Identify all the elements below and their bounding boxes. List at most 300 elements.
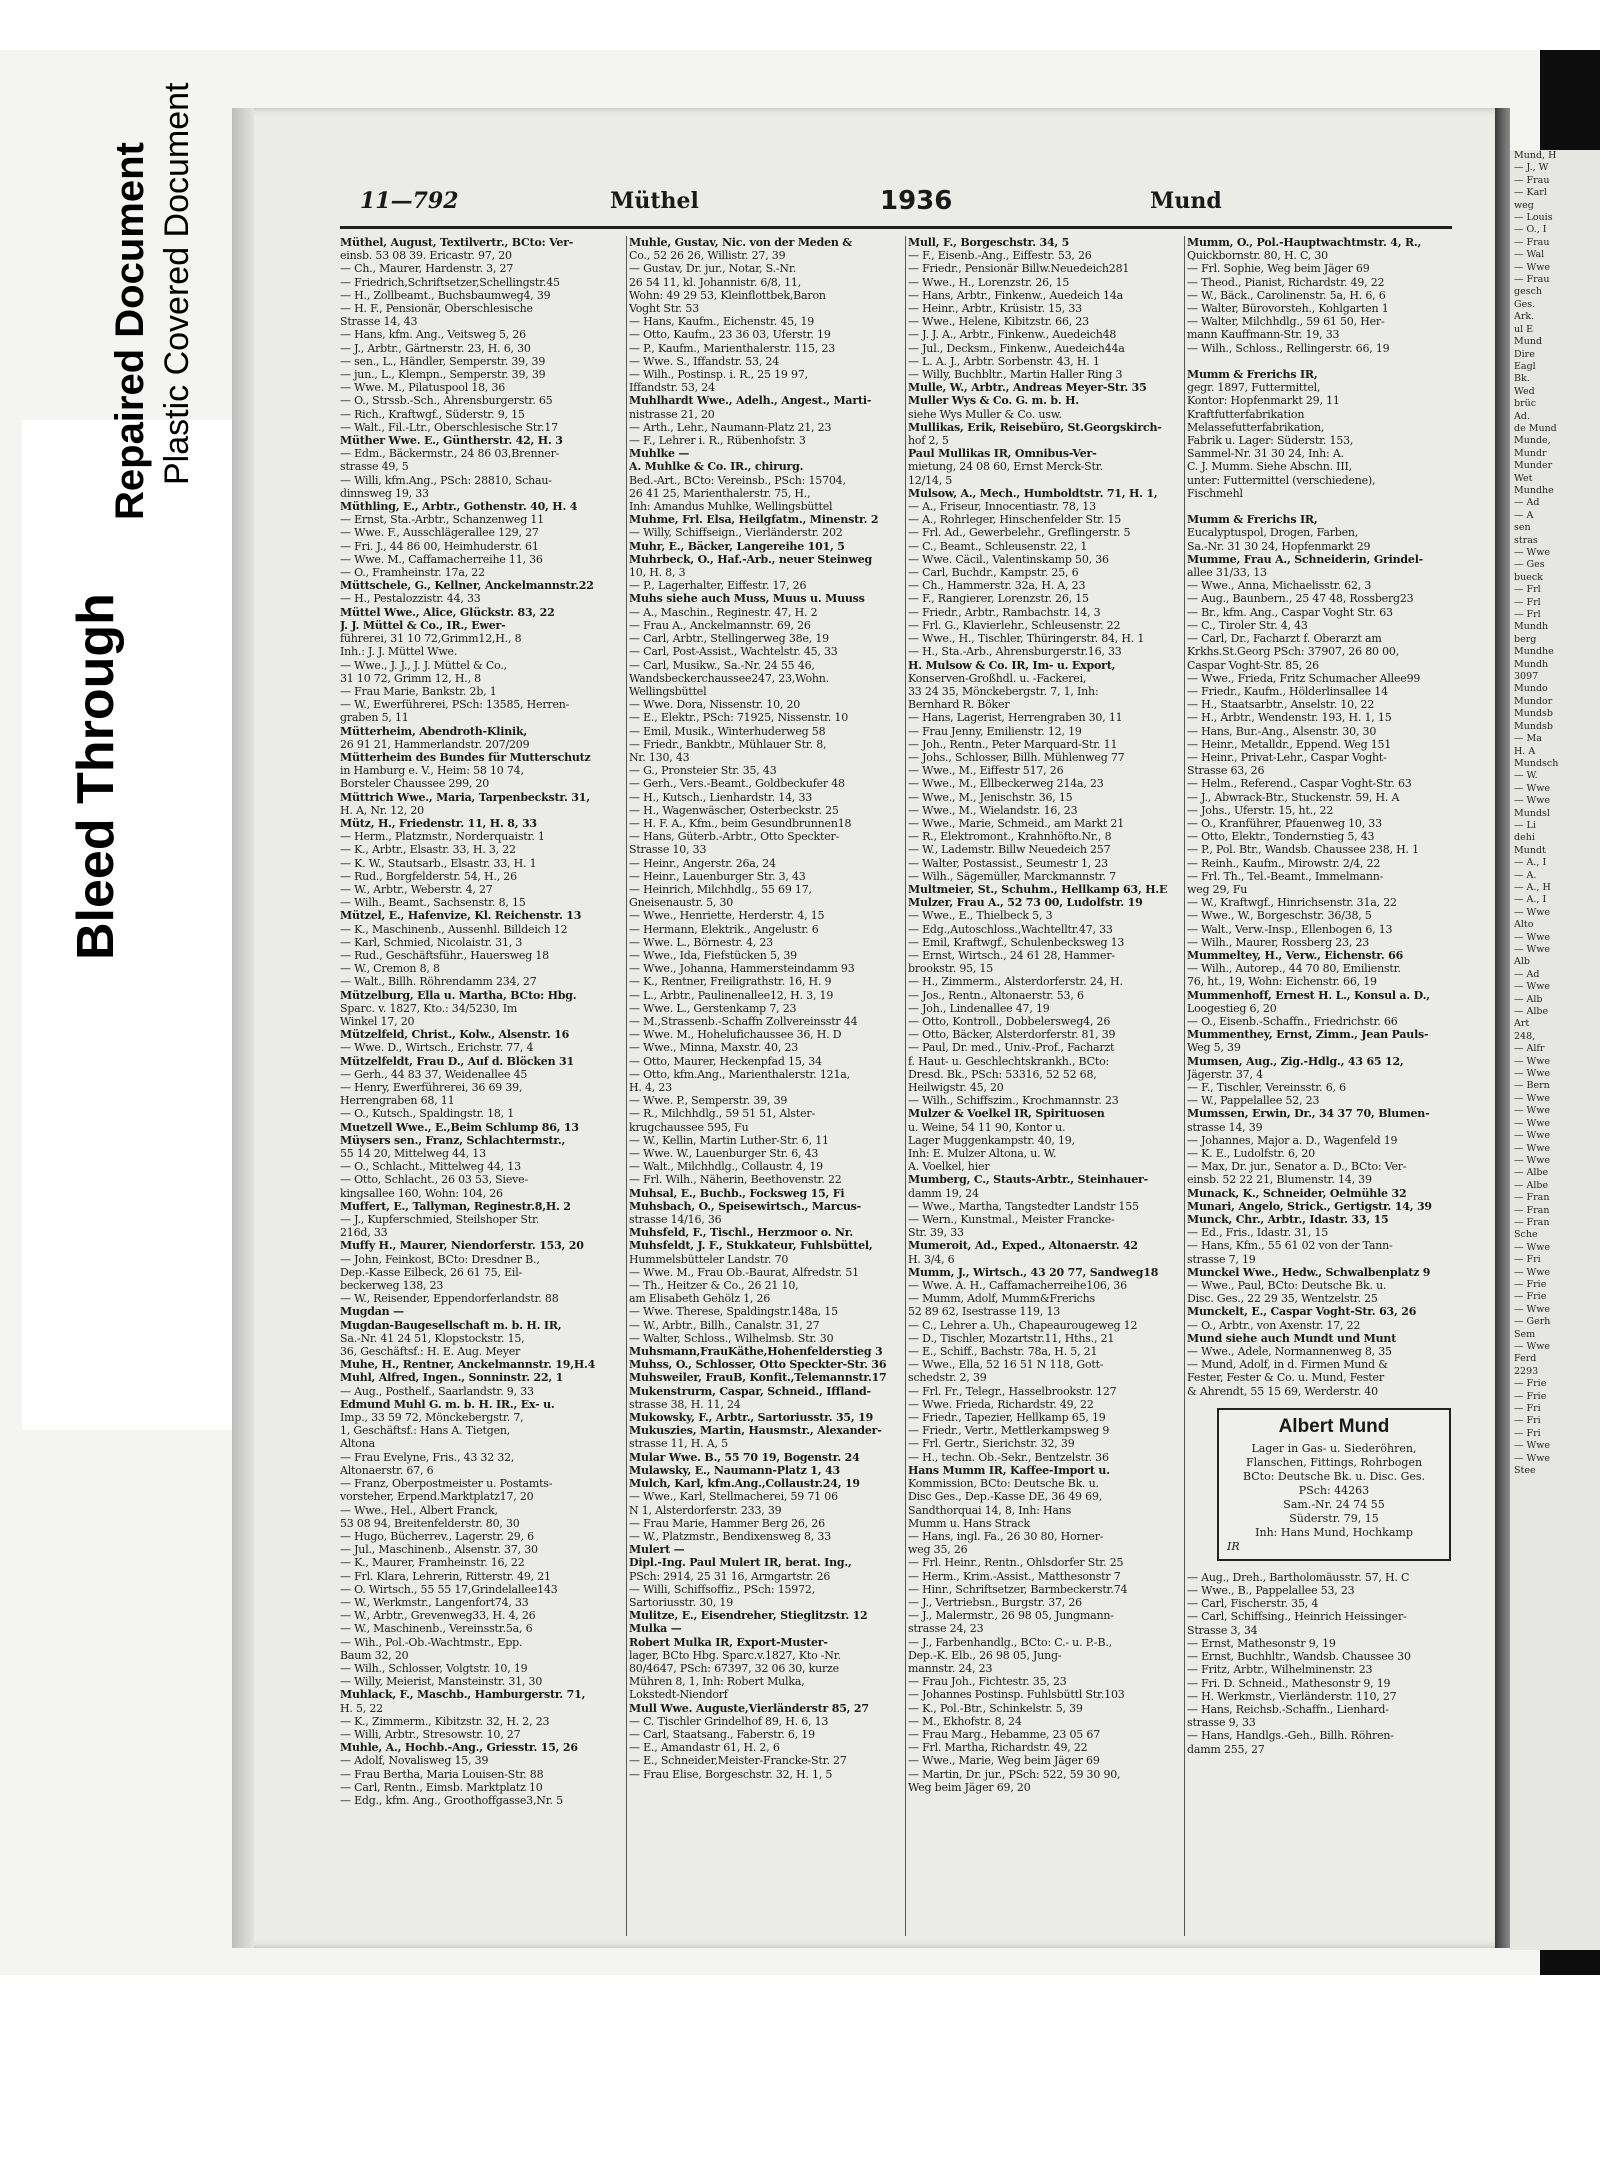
directory-entry: — Willi, Arbtr., Stresowstr. 10, 27 xyxy=(340,1727,521,1741)
directory-entry: Dep.-Kasse Eilbeck, 26 61 75, Eil- xyxy=(340,1265,523,1279)
directory-entry: Edmund Muhl G. m. b. H. IR., Ex- u. xyxy=(340,1397,555,1411)
facing-page-entry: — Ad xyxy=(1514,497,1540,509)
page-edge xyxy=(232,108,254,1948)
directory-entry: — Jul., Maschinenb., Alsenstr. 37, 30 xyxy=(340,1543,538,1557)
directory-entry: — Walt., Billh. Röhrendamm 234, 27 xyxy=(340,975,537,989)
directory-entry: einsb. 53 08 39. Ericastr. 97, 20 xyxy=(340,249,512,263)
directory-entry: — Frl. Th., Tel.-Beamt., Immelmann- xyxy=(1187,869,1384,883)
directory-entry: — Fri. J., 44 86 00, Heimhuderstr. 61 xyxy=(340,539,539,553)
directory-entry: führerei, 31 10 72,Grimm12,H., 8 xyxy=(340,632,522,646)
directory-entry: — K., Zimmerm., Kibitzstr. 32, H. 2, 23 xyxy=(340,1714,550,1728)
directory-entry: — H., Zimmerm., Alsterdorferstr. 24, H. xyxy=(908,975,1123,989)
directory-entry: — Hermann, Elektrik., Angelustr. 6 xyxy=(629,922,819,936)
directory-entry: Borsteler Chaussee 299, 20 xyxy=(340,777,490,791)
facing-page-entry: — Frl xyxy=(1514,584,1541,596)
directory-entry: — Hans, ingl. Fa., 26 30 80, Horner- xyxy=(908,1529,1104,1543)
directory-entry: Disc Ges., Dep.-Kasse DE, 36 49 69, xyxy=(908,1490,1103,1504)
directory-entry: Strasse 3, 34 xyxy=(1187,1623,1258,1637)
directory-entry: — Wwe. A. H., Caffamacherreihe106, 36 xyxy=(908,1279,1127,1293)
facing-page-entry: bueck xyxy=(1514,571,1543,583)
directory-entry: Mützel, E., Hafenvize, Kl. Reichenstr. 13 xyxy=(340,909,582,923)
directory-entry: einsb. 52 22 21, Blumenstr. 14, 39 xyxy=(1187,1173,1372,1187)
directory-entry: Mukenstrurm, Caspar, Schneid., Iffland- xyxy=(629,1384,871,1398)
facing-page-entry: — Wwe xyxy=(1514,906,1551,918)
ad-line: PSch: 44263 xyxy=(1298,1483,1370,1497)
facing-page-entry: 3097 xyxy=(1514,671,1539,683)
directory-entry: — J., Vertriebsn., Burgstr. 37, 26 xyxy=(908,1595,1082,1609)
facing-page-entry: 2293 xyxy=(1514,1365,1539,1377)
directory-entry: 26 54 11, kl. Johannistr. 6/8, 11, xyxy=(629,275,802,289)
facing-page-entry: — Karl xyxy=(1514,187,1547,199)
directory-entry: strasse 24, 23 xyxy=(908,1622,984,1636)
directory-entry: — P., Kaufm., Marienthalerstr. 115, 23 xyxy=(629,341,836,355)
directory-entry: — Wwe., Paul, BCto: Deutsche Bk. u. xyxy=(1187,1279,1387,1293)
directory-entry: — Johs., Uferstr. 15, ht., 22 xyxy=(1187,803,1334,817)
directory-entry: — K., Pol.-Btr., Schinkelstr. 5, 39 xyxy=(908,1701,1083,1715)
directory-entry: Strasse 14, 43 xyxy=(340,315,418,329)
directory-entry: — K. W., Stautsarb., Elsastr. 33, H. 1 xyxy=(340,856,537,870)
directory-entry: — H., Sta.-Arb., Ahrensburgerstr.16, 33 xyxy=(908,645,1122,659)
directory-entry: Müysers sen., Franz, Schlachtermstr., xyxy=(340,1133,566,1147)
facing-page-entry: Munder xyxy=(1514,460,1553,472)
facing-page-entry: Sem xyxy=(1514,1328,1536,1340)
directory-entry: — Hinr., Schriftsetzer, Barmbeckerstr.74 xyxy=(908,1582,1128,1596)
directory-entry: 80/4647, PSch: 67397, 32 06 30, kurze xyxy=(629,1661,839,1675)
directory-entry: — O., Eisenb.-Schaffn., Friedrichstr. 66 xyxy=(1187,1014,1398,1028)
directory-entry: Sammel-Nr. 31 30 24, Inh: A. xyxy=(1187,447,1344,461)
directory-entry: — W., Lademstr. Billw Neuedeich 257 xyxy=(908,843,1111,857)
directory-entry: dinnsweg 19, 33 xyxy=(340,486,429,500)
directory-entry: Mukowsky, F., Arbtr., Sartoriusstr. 35, 19 xyxy=(629,1411,874,1425)
directory-entry: strasse 14, 39 xyxy=(1187,1120,1263,1134)
facing-page-entry: Mundo xyxy=(1514,683,1548,695)
facing-page-entry: Mundor xyxy=(1514,695,1553,707)
directory-entry: — J. J. A., Arbtr., Finkenw., Auedeich48 xyxy=(908,328,1117,342)
directory-entry: beckerweg 138, 23 xyxy=(340,1279,444,1293)
facing-page-entry: — Wwe xyxy=(1514,261,1551,273)
directory-entry: strasse 38, H. 11, 24 xyxy=(629,1397,741,1411)
directory-entry: — Otto, kfm.Ang., Marienthalerstr. 121a, xyxy=(629,1067,850,1081)
directory-entry: — Wwe., M., Wielandstr. 16, 23 xyxy=(908,803,1078,817)
directory-entry: Mumsen, Aug., Zig.-Hdlg., 43 65 12, xyxy=(1187,1054,1404,1068)
facing-page-entry: — Ma xyxy=(1514,733,1542,745)
directory-entry: kingsallee 160, Wohn: 104, 26 xyxy=(340,1186,503,1200)
directory-entry: — Wilh., Schlosser, Volgtstr. 10, 19 xyxy=(340,1661,528,1675)
directory-entry: Bed.-Art., BCto: Vereinsb., PSch: 15704, xyxy=(629,473,846,487)
ad-line: Inh: Hans Mund, Hochkamp xyxy=(1255,1525,1413,1539)
directory-entry: — Otto, Bäcker, Alsterdorferstr. 81, 39 xyxy=(908,1028,1116,1042)
directory-entry: in Hamburg e. V., Heim: 58 10 74, xyxy=(340,764,524,778)
directory-entry: — O., Arbtr., von Axenstr. 17, 22 xyxy=(1187,1318,1361,1332)
bleed-through-label: Bleed Through xyxy=(67,593,125,960)
facing-page-entry: — Louis xyxy=(1514,212,1553,224)
directory-entry: — Johs., Schlosser, Billh. Mühlenweg 77 xyxy=(908,750,1125,764)
directory-entry: — Wih., Pol.-Ob.-Wachtmstr., Epp. xyxy=(340,1635,523,1649)
directory-entry: Muhl, Alfred, Ingen., Sonninstr. 22, 1 xyxy=(340,1371,564,1385)
directory-entry: — Frl. Heinr., Rentn., Ohlsdorfer Str. 25 xyxy=(908,1556,1124,1570)
directory-entry: Baum 32, 20 xyxy=(340,1648,409,1662)
facing-page-entry: — Wwe xyxy=(1514,1266,1551,1278)
column-divider xyxy=(905,236,906,1936)
directory-entry: — Th., Heitzer & Co., 26 21 10, xyxy=(629,1279,799,1293)
directory-column-1 xyxy=(340,236,623,1936)
directory-entry: Muhsfeldt, J. F., Stukkateur, Fuhlsbüttel, xyxy=(629,1239,873,1253)
directory-entry: — Wwe. Therese, Spaldingstr.148a, 15 xyxy=(629,1305,838,1319)
facing-page-entry: Art xyxy=(1514,1018,1530,1030)
facing-page-entry: Ark. xyxy=(1514,311,1535,323)
directory-entry: Munckelt, E., Caspar Voght-Str. 63, 26 xyxy=(1187,1305,1417,1319)
directory-entry: Disc. Ges., 22 29 35, Wentzelstr. 25 xyxy=(1187,1292,1378,1306)
directory-entry: nistrasse 21, 20 xyxy=(629,407,715,421)
directory-entry: — Emil, Musik., Winterhuderweg 58 xyxy=(629,724,826,738)
directory-entry: — Wwe., Marie, Weg beim Jäger 69 xyxy=(908,1754,1100,1768)
directory-entry: — J., Malermstr., 26 98 05, Jungmann- xyxy=(908,1609,1114,1623)
directory-entry: — Wwe. W., Lauenburger Str. 6, 43 xyxy=(629,1147,819,1161)
facing-page-entry: — Fri xyxy=(1514,1427,1541,1439)
directory-entry: A. Muhlke & Co. IR., chirurg. xyxy=(629,460,804,474)
directory-entry: Mützelburg, Ella u. Martha, BCto: Hbg. xyxy=(340,988,577,1002)
directory-entry: — H. F., Pensionär, Oberschlesische xyxy=(340,302,533,316)
directory-entry: Sa.-Nr. 31 30 24, Hopfenmarkt 29 xyxy=(1187,539,1371,553)
directory-entry: — Hans, Bur.-Ang., Alsenstr. 30, 30 xyxy=(1187,724,1377,738)
directory-entry: — Ernst, Mathesonstr 9, 19 xyxy=(1187,1636,1336,1650)
directory-entry: — Rich., Kraftwgf., Süderstr. 9, 15 xyxy=(340,407,525,421)
directory-entry: — H., techn. Ob.-Sekr., Bentzelstr. 36 xyxy=(908,1450,1109,1464)
facing-page-entry: — Ad xyxy=(1514,968,1540,980)
directory-entry: Muhsbach, O., Speisewirtsch., Marcus- xyxy=(629,1199,862,1213)
directory-entry: mannstr. 24, 23 xyxy=(908,1661,993,1675)
directory-entry: allee 31/33, 13 xyxy=(1187,566,1267,580)
directory-entry: — Willy, Meierist, Mansteinstr. 31, 30 xyxy=(340,1675,543,1689)
facing-page-entry: — Frie xyxy=(1514,1291,1547,1303)
directory-entry: Muller Wys & Co. G. m. b. H. xyxy=(908,394,1079,408)
directory-entry: & Ahrendt, 55 15 69, Werderstr. 40 xyxy=(1187,1384,1378,1398)
facing-page-entry: Ferd xyxy=(1514,1353,1537,1365)
directory-entry: — Otto, Kontroll., Dobbelersweg4, 26 xyxy=(908,1014,1111,1028)
directory-entry: — Frau Jenny, Emilienstr. 12, 19 xyxy=(908,724,1082,738)
directory-entry: — C. Tischler Grindelhof 89, H. 6, 13 xyxy=(629,1714,829,1728)
directory-entry: H. 4, 23 xyxy=(629,1081,672,1094)
directory-entry: Muhsal, E., Buchb., Focksweg 15, Fi xyxy=(629,1186,845,1200)
facing-page-entry: — W. xyxy=(1514,770,1538,782)
ad-line: Sam.-Nr. 24 74 55 xyxy=(1283,1497,1385,1511)
facing-page-entry: gesch xyxy=(1514,286,1543,298)
facing-page-entry: — Wwe xyxy=(1514,944,1551,955)
directory-entry: Co., 52 26 26, Willistr. 27, 39 xyxy=(629,249,786,263)
facing-page-entry: — Wwe xyxy=(1514,1241,1551,1253)
directory-entry: Müttrich Wwe., Maria, Tarpenbeckstr. 31, xyxy=(340,790,590,804)
directory-entry: — Heinrich, Milchhdlg., 55 69 17, xyxy=(629,882,812,896)
directory-entry: — Max, Dr. jur., Senator a. D., BCto: Ver- xyxy=(1187,1160,1407,1174)
directory-entry: — Edg., kfm. Ang., Groothoffgasse3,Nr. 5 xyxy=(340,1793,563,1807)
directory-entry: — Frau Joh., Fichtestr. 35, 23 xyxy=(908,1675,1067,1689)
directory-entry: — K. E., Ludolfstr. 6, 20 xyxy=(1187,1147,1315,1161)
directory-entry: Mulitze, E., Eisendreher, Stieglitzstr. 12 xyxy=(629,1609,868,1623)
directory-entry: mietung, 24 08 60, Ernst Merck-Str. xyxy=(908,460,1103,474)
directory-entry: — Wwe. S., Iffandstr. 53, 24 xyxy=(629,354,780,368)
directory-entry: Dresd. Bk., PSch: 53316, 52 52 68, xyxy=(908,1067,1097,1081)
directory-entry: Munckel Wwe., Hedw., Schwalbenplatz 9 xyxy=(1187,1265,1431,1279)
directory-entry: — Frl. Fr., Telegr., Hasselbrookstr. 127 xyxy=(908,1384,1117,1398)
directory-entry: Strasse 10, 33 xyxy=(629,843,707,857)
directory-entry: Eucalyptuspol, Drogen, Farben, xyxy=(1187,526,1359,540)
facing-page-entry: Mundsch xyxy=(1514,757,1559,769)
directory-entry: Mund siehe auch Mundt und Munt xyxy=(1187,1331,1397,1345)
directory-entry: — Hans, Arbtr., Finkenw., Auedeich 14a xyxy=(908,288,1123,302)
directory-entry: Müttschele, G., Kellner, Anckelmannstr.22 xyxy=(340,579,594,593)
directory-entry: — Wwe., M., Eiffestr 517, 26 xyxy=(908,764,1064,778)
facing-page-entry: — Bern xyxy=(1514,1080,1550,1092)
directory-entry: — Otto, Kaufm., 23 36 03, Uferstr. 19 xyxy=(629,328,831,342)
facing-page-entry: Mundh xyxy=(1514,658,1549,670)
directory-entry: Muhss, O., Schlosser, Otto Speckter-Str. 36 xyxy=(629,1358,887,1372)
directory-entry: H. Mulsow & Co. IR, Im- u. Export, xyxy=(908,658,1116,672)
directory-entry: — L. A. J., Arbtr. Sorbenstr. 43, H. 1 xyxy=(908,354,1100,368)
directory-entry: — Wilh., Maurer, Rossberg 23, 23 xyxy=(1187,935,1370,949)
directory-entry: — Frau Evelyne, Fris., 43 32 32, xyxy=(340,1450,515,1464)
directory-entry: Mulzer & Voelkel IR, Spirituosen xyxy=(908,1107,1105,1121)
facing-page-entry: — Li xyxy=(1514,819,1536,831)
directory-entry: — O., Schlacht., Mittelweg 44, 13 xyxy=(340,1160,521,1174)
directory-entry: — John, Feinkost, BCto: Dresdner B., xyxy=(340,1252,540,1266)
directory-entry: Iffandstr. 53, 24 xyxy=(629,381,715,395)
directory-entry: — Adolf, Novalisweg 15, 39 xyxy=(340,1754,489,1768)
directory-entry: — Mund, Adolf, in d. Firmen Mund & xyxy=(1187,1358,1388,1372)
directory-entry: damm 19, 24 xyxy=(908,1186,979,1200)
directory-entry: Robert Mulka IR, Export-Muster- xyxy=(629,1635,828,1649)
directory-entry: Altona xyxy=(340,1437,375,1451)
directory-entry: Imp., 33 59 72, Mönckebergstr. 7, xyxy=(340,1411,524,1425)
directory-entry: Herrengraben 68, 11 xyxy=(340,1094,455,1108)
directory-entry: — Heinr., Arbtr., Krüsistr. 15, 33 xyxy=(908,302,1082,316)
directory-entry: damm 255, 27 xyxy=(1187,1742,1265,1756)
directory-entry: vorsteher, Erpend.Marktplatz17, 20 xyxy=(340,1490,534,1504)
directory-entry: — A., Friseur, Innocentiastr. 78, 13 xyxy=(908,500,1096,514)
directory-entry: schedstr. 2, 39 xyxy=(908,1371,987,1385)
directory-entry: — Carl, Dr., Facharzt f. Oberarzt am xyxy=(1187,632,1382,646)
directory-entry: — Carl, Staatsang., Faberstr. 6, 19 xyxy=(629,1727,815,1741)
facing-page-entry: — Alb xyxy=(1514,993,1543,1005)
directory-entry: — Wwe. Cäcil., Valentinskamp 50, 36 xyxy=(908,552,1109,566)
directory-entry: — J., Abwrack-Btr., Stuckenstr. 59, H. A xyxy=(1187,790,1400,804)
directory-entry: — O., Kranführer, Pfauenweg 10, 33 xyxy=(1187,816,1382,830)
directory-entry: — Wilh., Beamt., Sachsenstr. 8, 15 xyxy=(340,896,526,910)
directory-entry: — W., Arbtr., Weberstr. 4, 27 xyxy=(340,882,493,896)
directory-entry: — Johannes, Major a. D., Wagenfeld 19 xyxy=(1187,1133,1398,1147)
directory-entry: — Frau A., Anckelmannstr. 69, 26 xyxy=(629,618,811,632)
directory-entry: 12/14, 5 xyxy=(908,473,953,487)
directory-entry: Mumberg, C., Stauts-Arbtr., Steinhauer- xyxy=(908,1173,1148,1187)
directory-entry: — Carl, Rentn., Eimsb. Marktplatz 10 xyxy=(340,1780,543,1794)
directory-entry: 26 91 21, Hammerlandstr. 207/209 xyxy=(340,737,530,751)
page-header xyxy=(340,188,1460,218)
facing-page-entry: Mundhe xyxy=(1514,646,1554,658)
directory-entry: — Frau Marie, Bankstr. 2b, 1 xyxy=(340,684,497,698)
directory-entry: Munack, K., Schneider, Oelmühle 32 xyxy=(1187,1186,1407,1200)
directory-entry: Altonaerstr. 67, 6 xyxy=(340,1463,434,1477)
page-number: 11—792 xyxy=(360,188,459,214)
directory-entry: — Friedrich,Schriftsetzer,Schellingstr.45 xyxy=(340,275,560,289)
directory-entry: Mullikas, Erik, Reisebüro, St.Georgskirch- xyxy=(908,420,1162,434)
facing-page-entry: Wet xyxy=(1514,472,1533,484)
facing-page-entry: — Wwe xyxy=(1514,981,1551,993)
directory-entry: Inh: E. Mulzer Altona, u. W. xyxy=(908,1147,1057,1161)
directory-entry: Fischmehl xyxy=(1187,486,1243,500)
facing-page-entry: — Frl xyxy=(1514,596,1541,608)
directory-entry: — Willi, Schiffsoffiz., PSch: 15972, xyxy=(629,1582,816,1596)
directory-entry: 55 14 20, Mittelweg 44, 13 xyxy=(340,1147,486,1161)
facing-page-entry: Stee xyxy=(1514,1465,1536,1477)
directory-entry: Muhrbeck, O., Haf.-Arb., neuer Steinweg xyxy=(629,552,873,566)
facing-page-entry: — J., W xyxy=(1514,162,1549,174)
facing-page-entry: — Frau xyxy=(1514,174,1550,186)
facing-page-entry: — Wwe xyxy=(1514,1092,1551,1104)
directory-entry: Gneisenaustr. 5, 30 xyxy=(629,896,734,910)
facing-page-entry: — Frie xyxy=(1514,1390,1547,1402)
directory-entry: — W., Kraftwgf., Hinrichsenstr. 31a, 22 xyxy=(1187,896,1397,910)
directory-column-4 xyxy=(1187,236,1457,1936)
directory-entry: — Arth., Lehr., Naumann-Platz 21, 23 xyxy=(629,420,832,434)
directory-entry: — Walt., Verw.-Insp., Ellenbogen 6, 13 xyxy=(1187,922,1393,936)
directory-entry: — Frl. Martha, Richardstr. 49, 22 xyxy=(908,1741,1088,1755)
directory-entry: Mummenhoff, Ernest H. L., Konsul a. D., xyxy=(1187,988,1430,1002)
directory-entry: Muhlack, F., Maschb., Hamburgerstr. 71, xyxy=(340,1688,586,1702)
directory-entry: gegr. 1897, Futtermittel, xyxy=(1187,381,1321,395)
directory-entry: Muhle, Gustav, Nic. von der Meden & xyxy=(629,236,853,249)
directory-entry: — Emil, Kraftwgf., Schulenbecksweg 13 xyxy=(908,935,1125,949)
directory-entry: — Wwe. M., Frau Ob.-Baurat, Alfredstr. 51 xyxy=(629,1265,859,1279)
directory-entry: — K., Maurer, Framheinstr. 16, 22 xyxy=(340,1556,525,1570)
directory-entry: strasse 49, 5 xyxy=(340,460,409,474)
facing-page-entry: — Wwe xyxy=(1514,782,1551,794)
facing-page-entry: Mundsb xyxy=(1514,720,1554,732)
directory-entry: — Wern., Kunstmal., Meister Francke- xyxy=(908,1213,1115,1227)
directory-entry: — Carl, Fischerstr. 35, 4 xyxy=(1187,1597,1319,1611)
ad-title: Albert Mund xyxy=(1278,1415,1390,1437)
directory-entry: — Wwe. F., Ausschlägerallee 129, 27 xyxy=(340,526,539,540)
facing-page-entry: — Wwe xyxy=(1514,1105,1551,1117)
directory-entry: — Franz, Oberpostmeister u. Postamts- xyxy=(340,1477,553,1491)
directory-entry: Muhlke — xyxy=(629,447,690,461)
facing-page-entry: Mundt xyxy=(1514,844,1546,856)
directory-entry: Mumm, J., Wirtsch., 43 20 77, Sandweg18 xyxy=(908,1265,1159,1279)
directory-entry: Mütterheim, Abendroth-Klinik, xyxy=(340,724,528,738)
directory-entry: — Wwe. Frieda, Richardstr. 49, 22 xyxy=(908,1397,1094,1411)
directory-entry: — Reinh., Kaufm., Mirowstr. 2/4, 22 xyxy=(1187,856,1381,870)
facing-page-entry: — Albe xyxy=(1514,1179,1549,1191)
directory-entry: — H., Arbtr., Wendenstr. 193, H. 1, 15 xyxy=(1187,711,1392,725)
directory-entry: — Hans, Reichsb.-Schaffn., Lienhard- xyxy=(1187,1702,1389,1716)
directory-entry: — Friedr., Tapezier, Hellkamp 65, 19 xyxy=(908,1411,1106,1425)
directory-entry: — Ch., Maurer, Hardenstr. 3, 27 xyxy=(340,262,514,276)
directory-entry: Mukuszies, Martin, Hausmstr., Alexander- xyxy=(629,1424,882,1438)
directory-entry: — Carl, Post-Assist., Wachtelstr. 45, 33 xyxy=(629,645,838,659)
facing-page-entry: — Frau xyxy=(1514,274,1550,286)
directory-entry: 1, Geschäftsf.: Hans A. Tietgen, xyxy=(340,1424,511,1438)
directory-entry: — M., Ekhofstr. 8, 24 xyxy=(908,1714,1022,1728)
facing-page-entry: — A xyxy=(1514,509,1534,521)
directory-entry: — Walter, Schloss., Wilhelmsb. Str. 30 xyxy=(629,1331,834,1345)
directory-entry: Mulka — xyxy=(629,1622,682,1636)
directory-entry: — Karl, Schmied, Nicolaistr. 31, 3 xyxy=(340,935,523,949)
directory-entry: Kontor: Hopfenmarkt 29, 11 xyxy=(1187,394,1340,408)
facing-page-entry: — Fri xyxy=(1514,1403,1541,1415)
directory-entry: hof 2, 5 xyxy=(908,434,949,448)
directory-entry: Inh.: J. J. Müttel Wwe. xyxy=(340,645,458,659)
directory-entry: — H., Wagenwäscher, Osterbeckstr. 25 xyxy=(629,803,839,817)
directory-entry: 53 08 94, Breitenfelderstr. 80, 30 xyxy=(340,1516,520,1530)
directory-entry: — Hans, Güterb.-Arbtr., Otto Speckter- xyxy=(629,830,840,844)
facing-page-entry: Munde, xyxy=(1514,435,1551,447)
directory-entry: — J., Kupferschmied, Steilshoper Str. xyxy=(340,1213,540,1227)
facing-page-entry: H. A xyxy=(1514,745,1536,757)
directory-entry: — Martin, Dr. jur., PSch: 522, 59 30 90, xyxy=(908,1767,1121,1781)
facing-page-entry: — Albe xyxy=(1514,1167,1549,1179)
facing-page-entry: — A., I xyxy=(1514,894,1547,906)
directory-entry: Str. 39, 33 xyxy=(908,1226,964,1240)
directory-entry: Kommission, BCto: Deutsche Bk. u. xyxy=(908,1477,1099,1491)
directory-entry: H. 3/4, 6 xyxy=(908,1252,955,1266)
directory-entry: — Edm., Bäckermstr., 24 86 03,Brenner- xyxy=(340,447,560,461)
directory-entry: Mützelfeld, Christ., Kolw., Alsenstr. 16 xyxy=(340,1028,570,1042)
directory-entry: — Aug., Baunbern., 25 47 48, Rossberg23 xyxy=(1187,592,1414,606)
directory-entry: 36, Geschäftsf.: H. E. Aug. Meyer xyxy=(340,1345,521,1359)
book-gutter xyxy=(1495,108,1510,1948)
directory-entry: Mumme, Frau A., Schneiderin, Grindel- xyxy=(1187,552,1424,566)
directory-entry: — W., Platzmstr., Bendixensweg 8, 33 xyxy=(629,1529,832,1543)
directory-entry: 216d, 33 xyxy=(340,1226,388,1240)
directory-entry: Muhme, Frl. Elsa, Heilgfatm., Minenstr. 2 xyxy=(629,513,879,527)
directory-entry: — Frau Marg., Hebamme, 23 05 67 xyxy=(908,1727,1100,1741)
directory-entry: Mumssen, Erwin, Dr., 34 37 70, Blumen- xyxy=(1187,1107,1430,1121)
directory-entry: — Wwe., Ida, Fiefstücken 5, 39 xyxy=(629,948,797,962)
facing-page-entry: — A. xyxy=(1514,869,1537,881)
directory-entry: — E., Elektr., PSch: 71925, Nissenstr. 10 xyxy=(629,711,849,725)
directory-entry: Sa.-Nr. 41 24 51, Klopstockstr. 15, xyxy=(340,1331,525,1345)
directory-entry: — Hans, Lagerist, Herrengraben 30, 11 xyxy=(908,711,1123,725)
directory-entry: f. Haut- u. Geschlechtskrankh., BCto: xyxy=(908,1054,1110,1068)
facing-page-entry: — Alfr xyxy=(1514,1043,1545,1055)
directory-entry: — Heinr., Privat-Lehr., Caspar Voght- xyxy=(1187,750,1387,764)
directory-entry: — Walt., Milchhdlg., Collaustr. 4, 19 xyxy=(629,1160,823,1174)
directory-entry: — Wwe. M., Caffamacherreihe 11, 36 xyxy=(340,552,543,566)
directory-entry: N 1, Alsterdorferstr. 233, 39 xyxy=(629,1503,782,1517)
facing-page-entry: Alb xyxy=(1514,956,1530,968)
directory-entry: — E., Schiff., Bachstr. 78a, H. 5, 21 xyxy=(908,1345,1098,1359)
directory-entry: Mumm, O., Pol.-Hauptwachtmstr. 4, R., xyxy=(1187,236,1422,249)
directory-entry: weg 29, Fu xyxy=(1187,882,1248,896)
directory-entry: Wellingsbüttel xyxy=(629,684,707,698)
directory-entry: — Willy, Schiffseign., Vierländerstr. 202 xyxy=(629,526,843,540)
facing-page-entry: — Wwe xyxy=(1514,1452,1551,1464)
directory-entry: — Friedr., Kaufm., Hölderlinsallee 14 xyxy=(1187,684,1388,698)
facing-page-entry: — A., H xyxy=(1514,881,1551,893)
directory-entry: — K., Rentner, Freiligrathstr. 16, H. 9 xyxy=(629,975,832,989)
directory-year: 1936 xyxy=(880,186,953,216)
directory-entry: — D., Tischler, Mozartstr.11, Hths., 21 xyxy=(908,1331,1115,1345)
directory-entry: — Walter, Milchhdlg., 59 61 50, Her- xyxy=(1187,315,1385,329)
directory-entry: — H., Staatsarbtr., Anselstr. 10, 22 xyxy=(1187,698,1375,712)
label-card xyxy=(22,420,234,1430)
directory-entry: — Friedr., Arbtr., Rambachstr. 14, 3 xyxy=(908,605,1101,619)
directory-entry: Mulzer, Frau A., 52 73 00, Ludolfstr. 19 xyxy=(908,896,1143,910)
directory-entry: — Herm., Platzmstr., Norderquaistr. 1 xyxy=(340,830,545,844)
facing-page-entry: Mund xyxy=(1514,336,1543,348)
directory-entry: — Frl. Gertr., Sierichstr. 32, 39 xyxy=(908,1437,1075,1451)
directory-entry: — W., Bäck., Carolinenstr. 5a, H. 6, 6 xyxy=(1187,288,1386,302)
directory-entry: Mulawsky, E., Naumann-Platz 1, 43 xyxy=(629,1463,840,1477)
directory-entry: — Ch., Hammerstr. 32a, H. A, 23 xyxy=(908,579,1086,593)
